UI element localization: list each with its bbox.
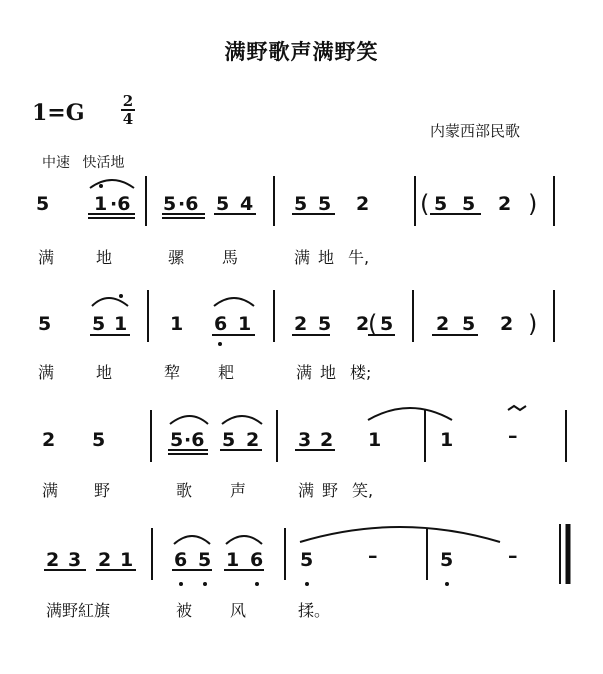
- note: ·6: [178, 193, 199, 215]
- note: 2: [500, 313, 514, 335]
- note: 1: [226, 549, 240, 571]
- note: 1: [368, 429, 382, 451]
- octave-dot: [445, 582, 449, 586]
- slur: [90, 180, 134, 188]
- lyric: 地: [96, 363, 113, 382]
- note: 5: [36, 193, 50, 215]
- note: 5: [216, 193, 230, 215]
- note: 5: [462, 193, 476, 215]
- lyric: 满地: [294, 248, 343, 267]
- tempo-marking: 中速 快活地: [42, 155, 125, 171]
- octave-dot: [255, 582, 259, 586]
- lyric: 被: [176, 601, 193, 620]
- slur: [222, 416, 262, 424]
- note: 5: [380, 313, 394, 335]
- lyric: 满: [38, 248, 55, 267]
- octave-dot: [203, 582, 207, 586]
- time-signature-numerator: 2: [122, 92, 134, 110]
- note: 6: [214, 313, 228, 335]
- slur: [170, 416, 208, 424]
- lyric: 骡: [168, 248, 185, 267]
- slur: [226, 536, 262, 544]
- note: 4: [240, 193, 254, 215]
- lyric: 声: [230, 481, 247, 500]
- octave-dot: [99, 184, 103, 188]
- tie: [300, 527, 500, 542]
- note: 2: [98, 549, 112, 571]
- note: 3: [68, 549, 82, 571]
- note: 5: [462, 313, 476, 335]
- dash: –: [508, 425, 518, 447]
- note: 5: [92, 429, 106, 451]
- lyric: 牛,: [348, 248, 370, 267]
- note: 1: [114, 313, 128, 335]
- lyric: 风: [230, 601, 247, 620]
- song-source: 内蒙西部民歌: [430, 122, 521, 140]
- dash: –: [508, 545, 518, 567]
- slur: [92, 298, 128, 306]
- lyric: 歌: [176, 481, 193, 500]
- repeat-paren-close: ): [528, 190, 538, 218]
- note: 5: [222, 429, 236, 451]
- note: 3: [298, 429, 312, 451]
- lyric: 耙: [218, 363, 235, 382]
- note: 2: [42, 429, 56, 451]
- octave-dot: [218, 342, 222, 346]
- note: 2: [246, 429, 260, 451]
- octave-dot: [305, 582, 309, 586]
- time-signature-denominator: 4: [122, 110, 134, 128]
- repeat-paren-open: (: [368, 310, 378, 338]
- note: 2: [294, 313, 308, 335]
- note: 5: [198, 549, 212, 571]
- lyric: 犂: [164, 363, 181, 382]
- note: 5: [318, 313, 332, 335]
- lyric: 满地: [296, 363, 345, 382]
- lyric: 地: [96, 248, 113, 267]
- note: 1: [94, 193, 108, 215]
- octave-dot: [179, 582, 183, 586]
- note: 5: [434, 193, 448, 215]
- repeat-paren-open: (: [420, 190, 430, 218]
- note: 1: [238, 313, 252, 335]
- note: 5: [294, 193, 308, 215]
- note: 1: [120, 549, 134, 571]
- lyric: 馬: [222, 248, 239, 267]
- lyric: 揉。: [298, 601, 331, 620]
- lyric: 笑,: [352, 481, 374, 500]
- note: 2: [436, 313, 450, 335]
- note: 6: [174, 549, 188, 571]
- lyric: 满: [42, 481, 59, 500]
- octave-dot: [119, 294, 123, 298]
- lyric: 满野: [298, 481, 347, 500]
- note: 2: [46, 549, 60, 571]
- tie: [368, 408, 452, 420]
- song-title: 满野歌声满野笑: [224, 40, 379, 64]
- lyric: 楼;: [350, 363, 372, 382]
- note: 5: [163, 193, 177, 215]
- lyric: 满: [38, 363, 55, 382]
- note: 5: [440, 549, 454, 571]
- note: 1: [170, 313, 184, 335]
- repeat-paren-close: ): [528, 310, 538, 338]
- note: ·6: [110, 193, 131, 215]
- lyric: 野: [94, 481, 111, 500]
- note: 1: [440, 429, 454, 451]
- note: 2: [498, 193, 512, 215]
- note: 2: [356, 193, 370, 215]
- lyric: 满野紅旗: [46, 601, 111, 620]
- note: 5: [92, 313, 106, 335]
- note: 6: [250, 549, 264, 571]
- slur: [174, 536, 210, 544]
- note: 5: [300, 549, 314, 571]
- note: 2: [320, 429, 334, 451]
- tie-continuation: [508, 406, 526, 410]
- note: 5: [38, 313, 52, 335]
- note: 5: [318, 193, 332, 215]
- key-signature: 1=G: [32, 100, 85, 126]
- slur: [214, 298, 254, 306]
- dash: –: [368, 545, 378, 567]
- note: 5: [170, 429, 184, 451]
- note: ·6: [184, 429, 205, 451]
- note: 2: [356, 313, 370, 335]
